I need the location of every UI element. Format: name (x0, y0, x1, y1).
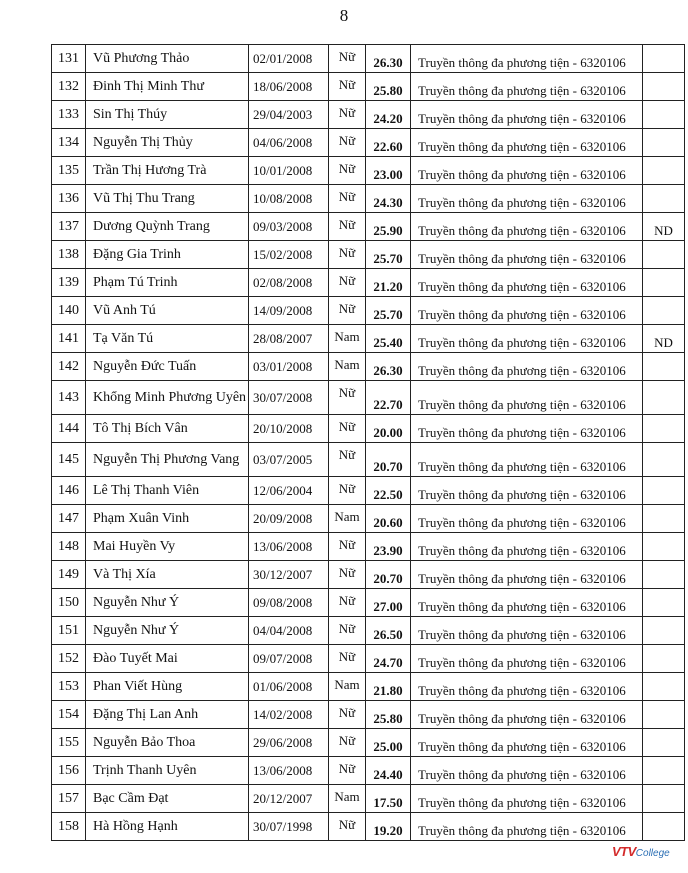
major-cell: Truyền thông đa phương tiện - 6320106 (411, 129, 643, 157)
date-of-birth-cell: 30/12/2007 (249, 561, 329, 589)
row-number-cell: 136 (52, 185, 86, 213)
date-of-birth-cell: 15/02/2008 (249, 241, 329, 269)
score-cell: 27.00 (366, 589, 411, 617)
student-name-cell: Sin Thị Thúy (86, 101, 249, 129)
gender-cell: Nam (329, 785, 366, 813)
row-number-cell: 132 (52, 73, 86, 101)
student-name-cell: Nguyễn Bảo Thoa (86, 729, 249, 757)
score-cell: 17.50 (366, 785, 411, 813)
student-name-cell: Bạc Cầm Đạt (86, 785, 249, 813)
table-row (52, 701, 685, 729)
student-name-cell: Nguyễn Như Ý (86, 589, 249, 617)
gender-cell: Nữ (329, 701, 366, 729)
gender-cell: Nam (329, 505, 366, 533)
table-row (52, 129, 685, 157)
row-number-cell: 138 (52, 241, 86, 269)
score-cell: 24.40 (366, 757, 411, 785)
table-row (52, 645, 685, 673)
row-number-cell: 131 (52, 45, 86, 73)
table-row (52, 269, 685, 297)
date-of-birth-cell: 13/06/2008 (249, 533, 329, 561)
logo-suffix: College (635, 848, 670, 859)
gender-cell: Nữ (329, 589, 366, 617)
table-row (52, 45, 685, 73)
note-cell (643, 415, 685, 443)
date-of-birth-cell: 14/02/2008 (249, 701, 329, 729)
gender-cell: Nữ (329, 415, 366, 443)
note-cell (643, 269, 685, 297)
major-cell: Truyền thông đa phương tiện - 6320106 (411, 73, 643, 101)
table-row (52, 101, 685, 129)
note-cell (643, 813, 685, 841)
row-number-cell: 134 (52, 129, 86, 157)
table-row (52, 415, 685, 443)
student-name-cell: Phạm Tú Trinh (86, 269, 249, 297)
score-cell: 22.60 (366, 129, 411, 157)
major-cell: Truyền thông đa phương tiện - 6320106 (411, 157, 643, 185)
table-row (52, 73, 685, 101)
student-name-cell: Vũ Thị Thu Trang (86, 185, 249, 213)
date-of-birth-cell: 20/12/2007 (249, 785, 329, 813)
student-name-cell: Tạ Văn Tú (86, 325, 249, 353)
score-cell: 25.80 (366, 701, 411, 729)
student-name-cell: Đặng Thị Lan Anh (86, 701, 249, 729)
major-cell: Truyền thông đa phương tiện - 6320106 (411, 813, 643, 841)
score-cell: 24.30 (366, 185, 411, 213)
major-cell: Truyền thông đa phương tiện - 6320106 (411, 325, 643, 353)
student-name-cell: Phan Viết Hùng (86, 673, 249, 701)
major-cell: Truyền thông đa phương tiện - 6320106 (411, 185, 643, 213)
note-cell: ND (643, 325, 685, 353)
score-cell: 20.60 (366, 505, 411, 533)
gender-cell: Nam (329, 673, 366, 701)
student-name-cell: Đặng Gia Trinh (86, 241, 249, 269)
date-of-birth-cell: 12/06/2004 (249, 477, 329, 505)
score-cell: 24.70 (366, 645, 411, 673)
major-cell: Truyền thông đa phương tiện - 6320106 (411, 729, 643, 757)
date-of-birth-cell: 03/07/2005 (249, 443, 329, 477)
gender-cell: Nữ (329, 477, 366, 505)
score-cell: 20.70 (366, 443, 411, 477)
major-cell: Truyền thông đa phương tiện - 6320106 (411, 101, 643, 129)
note-cell (643, 477, 685, 505)
student-name-cell: Đinh Thị Minh Thư (86, 73, 249, 101)
major-cell: Truyền thông đa phương tiện - 6320106 (411, 241, 643, 269)
student-name-cell: Vũ Phương Thảo (86, 45, 249, 73)
row-number-cell: 146 (52, 477, 86, 505)
row-number-cell: 155 (52, 729, 86, 757)
row-number-cell: 150 (52, 589, 86, 617)
score-cell: 19.20 (366, 813, 411, 841)
score-cell: 26.30 (366, 45, 411, 73)
student-name-cell: Mai Huyền Vy (86, 533, 249, 561)
score-cell: 24.20 (366, 101, 411, 129)
score-cell: 25.80 (366, 73, 411, 101)
row-number-cell: 139 (52, 269, 86, 297)
row-number-cell: 153 (52, 673, 86, 701)
date-of-birth-cell: 29/06/2008 (249, 729, 329, 757)
table-row (52, 533, 685, 561)
table-row (52, 381, 685, 415)
note-cell (643, 129, 685, 157)
date-of-birth-cell: 13/06/2008 (249, 757, 329, 785)
row-number-cell: 143 (52, 381, 86, 415)
score-cell: 25.00 (366, 729, 411, 757)
score-cell: 22.70 (366, 381, 411, 415)
note-cell (643, 617, 685, 645)
gender-cell: Nữ (329, 381, 366, 415)
row-number-cell: 156 (52, 757, 86, 785)
major-cell: Truyền thông đa phương tiện - 6320106 (411, 589, 643, 617)
student-name-cell: Dương Quỳnh Trang (86, 213, 249, 241)
note-cell (643, 757, 685, 785)
major-cell: Truyền thông đa phương tiện - 6320106 (411, 415, 643, 443)
major-cell: Truyền thông đa phương tiện - 6320106 (411, 785, 643, 813)
gender-cell: Nam (329, 353, 366, 381)
date-of-birth-cell: 10/08/2008 (249, 185, 329, 213)
table-row (52, 477, 685, 505)
student-name-cell: Phạm Xuân Vinh (86, 505, 249, 533)
score-cell: 21.80 (366, 673, 411, 701)
student-name-cell: Nguyễn Thị Phương Vang (86, 443, 249, 477)
table-row (52, 353, 685, 381)
row-number-cell: 154 (52, 701, 86, 729)
gender-cell: Nữ (329, 101, 366, 129)
table-row (52, 729, 685, 757)
date-of-birth-cell: 20/10/2008 (249, 415, 329, 443)
major-cell: Truyền thông đa phương tiện - 6320106 (411, 617, 643, 645)
student-name-cell: Khổng Minh Phương Uyên (86, 381, 249, 415)
gender-cell: Nữ (329, 157, 366, 185)
table-row (52, 213, 685, 241)
row-number-cell: 141 (52, 325, 86, 353)
row-number-cell: 135 (52, 157, 86, 185)
date-of-birth-cell: 04/06/2008 (249, 129, 329, 157)
major-cell: Truyền thông đa phương tiện - 6320106 (411, 757, 643, 785)
gender-cell: Nữ (329, 129, 366, 157)
major-cell: Truyền thông đa phương tiện - 6320106 (411, 477, 643, 505)
major-cell: Truyền thông đa phương tiện - 6320106 (411, 505, 643, 533)
gender-cell: Nữ (329, 45, 366, 73)
table-row (52, 617, 685, 645)
note-cell (643, 701, 685, 729)
table-row (52, 157, 685, 185)
row-number-cell: 157 (52, 785, 86, 813)
score-cell: 21.20 (366, 269, 411, 297)
date-of-birth-cell: 30/07/1998 (249, 813, 329, 841)
score-cell: 23.00 (366, 157, 411, 185)
score-cell: 20.00 (366, 415, 411, 443)
student-name-cell: Nguyễn Như Ý (86, 617, 249, 645)
gender-cell: Nam (329, 325, 366, 353)
page-number: 8 (339, 6, 349, 25)
table-row (52, 505, 685, 533)
gender-cell: Nữ (329, 443, 366, 477)
gender-cell: Nữ (329, 269, 366, 297)
gender-cell: Nữ (329, 645, 366, 673)
score-cell: 25.70 (366, 241, 411, 269)
score-cell: 26.30 (366, 353, 411, 381)
student-name-cell: Trịnh Thanh Uyên (86, 757, 249, 785)
gender-cell: Nữ (329, 73, 366, 101)
note-cell (643, 443, 685, 477)
date-of-birth-cell: 18/06/2008 (249, 73, 329, 101)
row-number-cell: 137 (52, 213, 86, 241)
table-row (52, 589, 685, 617)
gender-cell: Nữ (329, 533, 366, 561)
major-cell: Truyền thông đa phương tiện - 6320106 (411, 381, 643, 415)
note-cell (643, 729, 685, 757)
student-name-cell: Hà Hồng Hạnh (86, 813, 249, 841)
note-cell (643, 785, 685, 813)
date-of-birth-cell: 29/04/2003 (249, 101, 329, 129)
major-cell: Truyền thông đa phương tiện - 6320106 (411, 645, 643, 673)
student-name-cell: Vũ Anh Tú (86, 297, 249, 325)
table-row (52, 813, 685, 841)
note-cell (643, 381, 685, 415)
note-cell (643, 353, 685, 381)
note-cell (643, 157, 685, 185)
gender-cell: Nữ (329, 297, 366, 325)
date-of-birth-cell: 28/08/2007 (249, 325, 329, 353)
student-name-cell: Lê Thị Thanh Viên (86, 477, 249, 505)
date-of-birth-cell: 03/01/2008 (249, 353, 329, 381)
major-cell: Truyền thông đa phương tiện - 6320106 (411, 269, 643, 297)
row-number-cell: 148 (52, 533, 86, 561)
vtv-college-logo (612, 843, 684, 863)
row-number-cell: 133 (52, 101, 86, 129)
row-number-cell: 142 (52, 353, 86, 381)
date-of-birth-cell: 02/08/2008 (249, 269, 329, 297)
table-row (52, 241, 685, 269)
score-cell: 26.50 (366, 617, 411, 645)
row-number-cell: 149 (52, 561, 86, 589)
score-cell: 20.70 (366, 561, 411, 589)
major-cell: Truyền thông đa phương tiện - 6320106 (411, 533, 643, 561)
note-cell (643, 241, 685, 269)
note-cell (643, 645, 685, 673)
date-of-birth-cell: 09/03/2008 (249, 213, 329, 241)
row-number-cell: 140 (52, 297, 86, 325)
major-cell: Truyền thông đa phương tiện - 6320106 (411, 297, 643, 325)
gender-cell: Nữ (329, 561, 366, 589)
gender-cell: Nữ (329, 617, 366, 645)
note-cell (643, 185, 685, 213)
note-cell: ND (643, 213, 685, 241)
logo-brand: VTV (612, 844, 636, 859)
major-cell: Truyền thông đa phương tiện - 6320106 (411, 353, 643, 381)
score-cell: 25.70 (366, 297, 411, 325)
student-name-cell: Trần Thị Hương Trà (86, 157, 249, 185)
date-of-birth-cell: 20/09/2008 (249, 505, 329, 533)
date-of-birth-cell: 09/07/2008 (249, 645, 329, 673)
table-row (52, 325, 685, 353)
table-row (52, 673, 685, 701)
note-cell (643, 673, 685, 701)
note-cell (643, 297, 685, 325)
row-number-cell: 152 (52, 645, 86, 673)
major-cell: Truyền thông đa phương tiện - 6320106 (411, 443, 643, 477)
row-number-cell: 151 (52, 617, 86, 645)
table-row (52, 561, 685, 589)
gender-cell: Nữ (329, 213, 366, 241)
row-number-cell: 144 (52, 415, 86, 443)
date-of-birth-cell: 04/04/2008 (249, 617, 329, 645)
major-cell: Truyền thông đa phương tiện - 6320106 (411, 701, 643, 729)
date-of-birth-cell: 30/07/2008 (249, 381, 329, 415)
note-cell (643, 45, 685, 73)
table-row (52, 297, 685, 325)
row-number-cell: 145 (52, 443, 86, 477)
major-cell: Truyền thông đa phương tiện - 6320106 (411, 45, 643, 73)
student-name-cell: Và Thị Xía (86, 561, 249, 589)
note-cell (643, 533, 685, 561)
date-of-birth-cell: 10/01/2008 (249, 157, 329, 185)
student-name-cell: Nguyễn Đức Tuấn (86, 353, 249, 381)
date-of-birth-cell: 01/06/2008 (249, 673, 329, 701)
note-cell (643, 589, 685, 617)
note-cell (643, 505, 685, 533)
note-cell (643, 73, 685, 101)
gender-cell: Nữ (329, 757, 366, 785)
gender-cell: Nữ (329, 185, 366, 213)
student-name-cell: Nguyễn Thị Thủy (86, 129, 249, 157)
major-cell: Truyền thông đa phương tiện - 6320106 (411, 561, 643, 589)
row-number-cell: 147 (52, 505, 86, 533)
gender-cell: Nữ (329, 813, 366, 841)
date-of-birth-cell: 09/08/2008 (249, 589, 329, 617)
score-cell: 25.90 (366, 213, 411, 241)
score-cell: 25.40 (366, 325, 411, 353)
student-name-cell: Đào Tuyết Mai (86, 645, 249, 673)
row-number-cell: 158 (52, 813, 86, 841)
major-cell: Truyền thông đa phương tiện - 6320106 (411, 673, 643, 701)
table-body (52, 45, 685, 841)
major-cell: Truyền thông đa phương tiện - 6320106 (411, 213, 643, 241)
table-row (52, 443, 685, 477)
admission-results-table (51, 44, 685, 841)
note-cell (643, 101, 685, 129)
date-of-birth-cell: 02/01/2008 (249, 45, 329, 73)
table-row (52, 785, 685, 813)
student-name-cell: Tô Thị Bích Vân (86, 415, 249, 443)
score-cell: 22.50 (366, 477, 411, 505)
note-cell (643, 561, 685, 589)
gender-cell: Nữ (329, 729, 366, 757)
score-cell: 23.90 (366, 533, 411, 561)
gender-cell: Nữ (329, 241, 366, 269)
date-of-birth-cell: 14/09/2008 (249, 297, 329, 325)
table-row (52, 185, 685, 213)
table-row (52, 757, 685, 785)
